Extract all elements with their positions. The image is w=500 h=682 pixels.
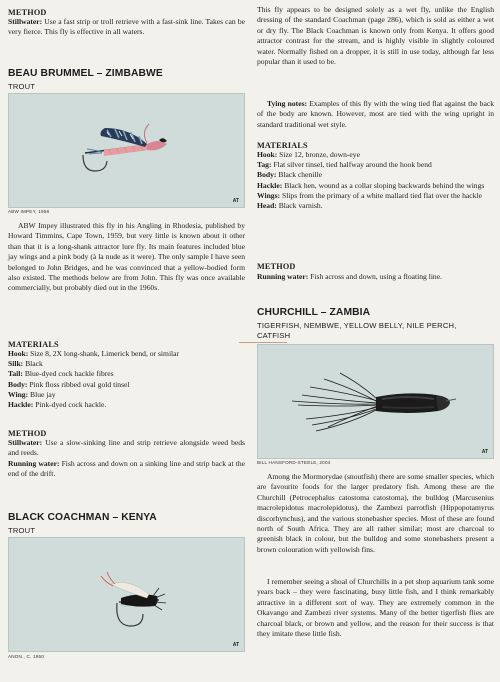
beau-materials-list bbox=[8, 349, 245, 410]
beau-brummel-fly-image bbox=[9, 94, 244, 207]
beau-brummel-plate bbox=[8, 93, 245, 208]
beau-stillwater-method: Stillwater: Use a slow-sinking line and strip retrieve alongside weed beds and reeds. bbox=[8, 438, 245, 458]
tying-notes: Tying notes: Examples of this fly with the wing tied flat against the back of the body are known. However, most are tied with the wing upright in standard traditional wet style. bbox=[257, 99, 495, 129]
beau-running-water-method: Running water: Fish across and down on a sinking line and strip back at the end of the drift. bbox=[8, 459, 245, 479]
churchill-description: Among the Mormorydae (snoutfish) there are some smaller species, which are favourite foods for the larger predatory fish. Among these are the Churchill (Petrocephalus catostoma catostoma), the bulldog (Marcusenius macrolepidotus macrolepidotus), the Zambezi parrotfish (Hippopotamyrus discorhynchus), and the various stonebasher species. Most of these are found north of South Africa. They are all rather similar; most are charcoal to greenish black in colour, but the bulldog and some stonebashers present a brown colouration with yellowish fins. bbox=[257, 472, 494, 554]
method-heading-left: METHOD bbox=[8, 429, 47, 438]
material-hackle: Hackle: Pink-dyed cock hackle. bbox=[8, 400, 107, 410]
beau-at-mark: AT bbox=[232, 198, 239, 204]
churchill-credit: BILL HANSFORD-STEELE, 2004 bbox=[257, 460, 331, 465]
churchill-at-mark: AT bbox=[481, 449, 488, 455]
beau-brummel-title: BEAU BRUMMEL – ZIMBABWE bbox=[8, 68, 163, 79]
churchill-plate bbox=[257, 344, 494, 459]
method-heading-right: METHOD bbox=[257, 262, 296, 271]
material-body: Body: Pink floss ribbed oval gold tinsel bbox=[8, 379, 130, 389]
black-coachman-fly-image bbox=[9, 538, 244, 651]
churchill-title: CHURCHILL – ZAMBIA bbox=[257, 307, 371, 318]
material-hook: Hook: Size 12, bronze, down-eye bbox=[257, 150, 360, 159]
materials-heading-right: MATERIALS bbox=[257, 141, 308, 150]
coachman-materials-list bbox=[257, 150, 494, 211]
churchill-subtitle-line-2: CATFISH bbox=[257, 331, 291, 340]
coachman-at-mark: AT bbox=[232, 642, 239, 648]
material-tail: Tail: Blue-dyed cock hackle fibres bbox=[8, 369, 114, 379]
black-coachman-credit: ANON., C. 1950 bbox=[8, 654, 44, 659]
material-wings: Wings: Slips from the primary of a white mallard tied flat over the hackle bbox=[257, 190, 482, 200]
material-hackle: Hackle: Black hen, wound as a collar sloping backwards behind the wings bbox=[257, 180, 485, 190]
material-head: Head: Black varnish. bbox=[257, 201, 323, 211]
stillwater-label: Stillwater: bbox=[8, 17, 43, 26]
beau-brummel-credit: ABW IMPEY, 1958 bbox=[8, 209, 50, 214]
pen-mark bbox=[239, 342, 287, 343]
black-coachman-plate bbox=[8, 537, 245, 652]
material-wing: Wing: Blue jay bbox=[8, 389, 56, 399]
stillwater-text: Use a fast strip or troll retrieve with a fast-sink line. Takes can be very fierce. This fly is effective in all waters. bbox=[8, 17, 245, 37]
material-body: Body: Black chenille bbox=[257, 170, 322, 180]
coachman-running-water-method: Running water: Fish across and down, using a floating line. bbox=[257, 272, 442, 281]
black-coachman-subtitle: TROUT bbox=[8, 526, 36, 535]
material-tag: Tag: Flat silver tinsel, tied halfway around the hook bend bbox=[257, 160, 432, 170]
churchill-subtitle-line-1: TIGERFISH, NEMBWE, YELLOW BELLY, NILE PERCH, bbox=[257, 321, 457, 330]
churchill-anecdote: I remember seeing a shoal of Churchills in a pet shop aquarium tank some years back – they were fascinating, busy little fish, and I think remarkably attractive in a different sort of way. They are extremely common in the Okavango and Zambezi river systems. Many of the better tigerfish flies are charcoal black, or brown and yellow, and the reason for their success is that they imitate these little fish. bbox=[257, 577, 494, 639]
black-coachman-description: This fly appears to be designed solely as a wet fly, unlike the English dressing of the standard Coachman (page 286), which is sold as either a wet or dry fly. The Black Coachman is known only from Kenya. It offers good attractor contrast for the stream, and is highly visible in slightly coloured water. Normally fished on a dropper, it is still in use today, although far less popular than it used to be. bbox=[257, 5, 494, 67]
stillwater-paragraph-top bbox=[8, 17, 245, 38]
beau-brummel-subtitle: TROUT bbox=[8, 82, 36, 91]
beau-brummel-description: ABW Impey illustrated this fly in his Angling in Rhodesia, published by Howard Timmins, Cape Town, 1959, but very little is known about it other than that it is a long-shank attractor lure fly. Its main features included blue jay wings and a pink body (à la nude as it were). The only sample I have seen belonged to John Bridges, and he was convinced that a yellow-bodied form also existed. The methods below are from John. This fly was once available commercially, but probably died out in the 1960s. bbox=[8, 221, 245, 293]
method-heading-top: METHOD bbox=[8, 8, 47, 17]
materials-heading-left: MATERIALS bbox=[8, 340, 59, 349]
material-hook: Hook: Size 8, 2X long-shank, Limerick bend, or similar bbox=[8, 349, 180, 358]
churchill-fly-image bbox=[258, 345, 493, 458]
material-silk: Silk: Black bbox=[8, 359, 43, 369]
black-coachman-title: BLACK COACHMAN – KENYA bbox=[8, 512, 157, 523]
